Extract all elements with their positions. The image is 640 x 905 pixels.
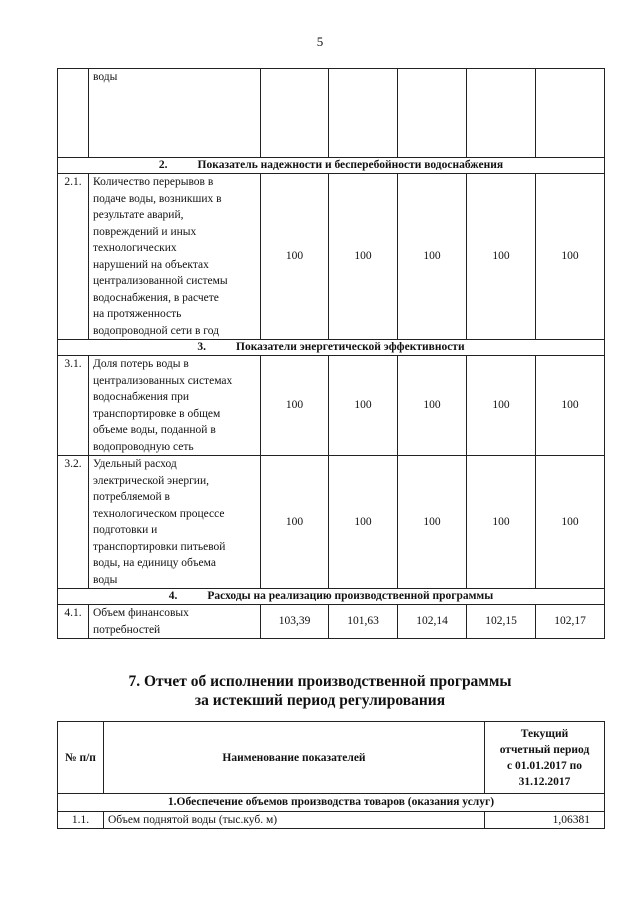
report-row-name: Объем поднятой воды (тыс.куб. м) — [104, 811, 485, 829]
description-line: подготовки и — [93, 524, 158, 536]
empty-cell — [261, 69, 329, 158]
indicator-value: 100 — [467, 356, 536, 456]
period-line: Текущий — [520, 727, 569, 740]
description-line: водопроводной сети в год — [93, 324, 219, 337]
section-row — [58, 589, 605, 605]
indicator-value: 100 — [536, 356, 605, 456]
report-table — [57, 721, 605, 829]
indicator-value: 100 — [467, 174, 536, 340]
indicator-description — [89, 356, 261, 456]
description-line: подаче воды, возникших в — [93, 192, 222, 205]
description-line: Удельный расход — [93, 458, 177, 470]
description-line: технологических — [93, 242, 177, 254]
indicator-value: 100 — [467, 456, 536, 589]
description-line: централизованных системах — [93, 374, 233, 387]
indicator-description — [89, 605, 261, 639]
period-line: 31.12.2017 — [518, 775, 571, 788]
indicator-value: 101,63 — [329, 605, 398, 639]
description-line: централизованной системы — [93, 275, 228, 287]
report-title-line1: 7. Отчет об исполнении производственной программы — [128, 673, 512, 690]
empty-cell — [398, 69, 467, 158]
report-header-num: № п/п — [58, 722, 104, 794]
indicator-value: 100 — [398, 356, 467, 456]
continued-row — [58, 69, 605, 158]
period-line: с 01.01.2017 по — [507, 759, 582, 772]
indicator-value: 103,39 — [261, 605, 329, 639]
section-number: 4. — [168, 590, 178, 602]
report-row — [58, 811, 605, 829]
indicator-value: 100 — [261, 356, 329, 456]
indicator-value: 102,15 — [467, 605, 536, 639]
section-header — [58, 158, 605, 174]
indicator-value: 100 — [329, 356, 398, 456]
indicator-row — [58, 605, 605, 639]
indicator-value: 100 — [398, 456, 467, 589]
report-section-row — [58, 794, 605, 812]
description-line: электрической энергии, — [93, 474, 209, 487]
indicator-row — [58, 456, 605, 589]
indicator-value: 100 — [329, 456, 398, 589]
description-line: водопроводную сеть — [93, 440, 194, 453]
description-line: Объем финансовых — [93, 607, 189, 619]
section-title: Расходы на реализацию производственной программы — [207, 590, 494, 602]
indicator-value: 100 — [536, 456, 605, 589]
indicator-value: 100 — [536, 174, 605, 340]
row-number: 4.1. — [58, 605, 89, 639]
description-line: Количество перерывов в — [93, 176, 214, 188]
empty-cell — [467, 69, 536, 158]
indicator-description — [89, 456, 261, 589]
section-title: Показатели энергетической эффективности — [236, 341, 465, 353]
description-line: транспортировки питьевой — [93, 540, 226, 553]
indicator-value: 102,17 — [536, 605, 605, 639]
indicator-row — [58, 356, 605, 456]
indicator-row — [58, 174, 605, 340]
empty-cell — [536, 69, 605, 158]
continued-num — [58, 69, 89, 158]
indicator-description — [89, 174, 261, 340]
row-number: 3.1. — [58, 356, 89, 456]
description-line: повреждений и иных — [93, 225, 197, 238]
indicator-value: 100 — [261, 174, 329, 340]
description-line: Доля потерь воды в — [93, 358, 189, 370]
indicator-value: 100 — [261, 456, 329, 589]
report-header-period — [485, 722, 605, 794]
description-line: потребностей — [93, 623, 161, 636]
row-number: 2.1. — [58, 174, 89, 340]
description-line: нарушений на объектах — [93, 258, 209, 271]
description-line: воды — [93, 573, 118, 586]
section-header — [58, 589, 605, 605]
report-row-value: 1,06381 — [485, 811, 605, 829]
report-row-num: 1.1. — [58, 811, 104, 829]
continued-text: воды — [89, 69, 261, 158]
indicator-value: 100 — [398, 174, 467, 340]
description-line: водоснабжения, в расчете — [93, 291, 219, 304]
section-number: 2. — [158, 159, 168, 171]
description-line: водоснабжения при — [93, 391, 190, 403]
empty-cell — [329, 69, 398, 158]
description-line: объеме воды, поданной в — [93, 424, 216, 436]
report-header-name: Наименование показателей — [104, 722, 485, 794]
section-number: 3. — [197, 341, 207, 353]
row-number: 3.2. — [58, 456, 89, 589]
description-line: воды, на единицу объема — [93, 557, 216, 569]
description-line: на протяженность — [93, 308, 182, 320]
section-row — [58, 340, 605, 356]
description-line: технологическом процессе — [93, 507, 225, 520]
description-line: транспортировке в общем — [93, 407, 221, 420]
report-header-row — [58, 722, 605, 794]
indicators-table — [57, 68, 605, 639]
period-line: отчетный период — [499, 743, 590, 756]
section-title: Показатель надежности и бесперебойности водоснабжения — [197, 159, 504, 171]
indicator-value: 100 — [329, 174, 398, 340]
description-line: потребляемой в — [93, 491, 170, 503]
report-title-line2: за истекший период регулирования — [194, 692, 446, 709]
indicator-value: 102,14 — [398, 605, 467, 639]
report-section-title: 1.Обеспечение объемов производства товаров (оказания услуг) — [58, 794, 605, 812]
section-row — [58, 158, 605, 174]
description-line: результате аварий, — [93, 209, 184, 221]
page-number: 5 — [316, 34, 324, 49]
section-header — [58, 340, 605, 356]
